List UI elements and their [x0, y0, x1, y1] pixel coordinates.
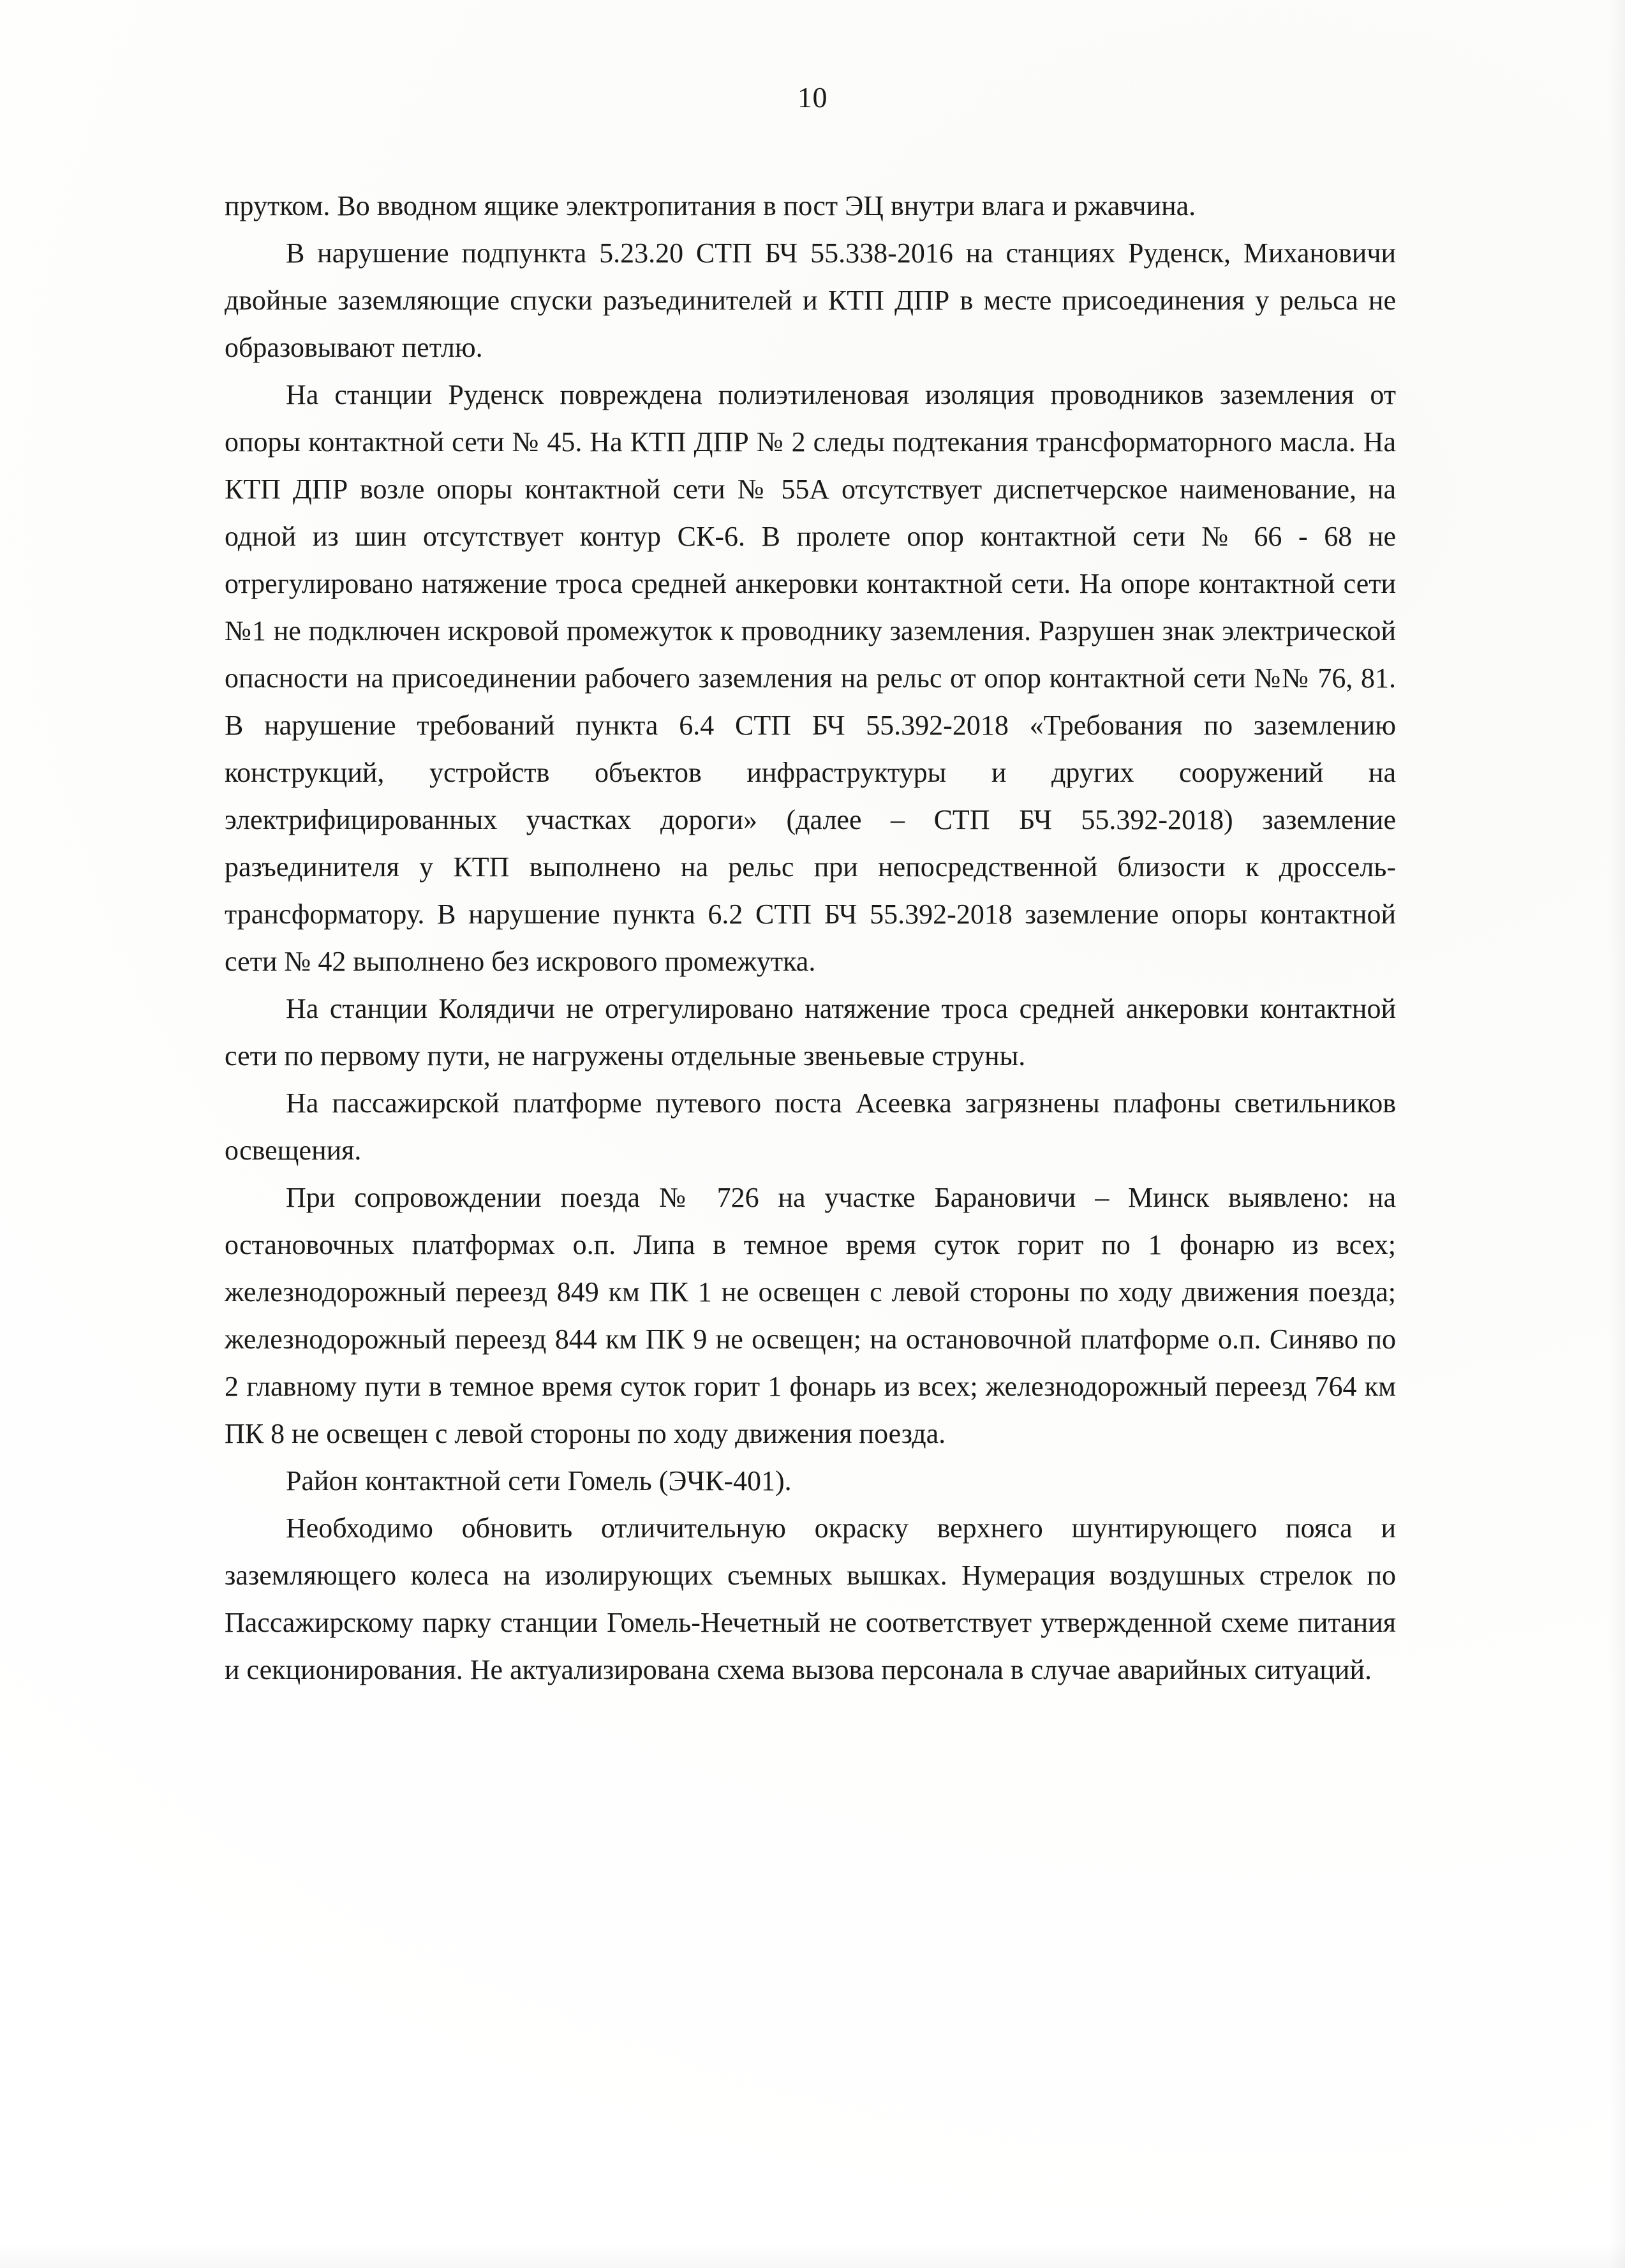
- paragraph-section-gomel-heading: Район контактной сети Гомель (ЭЧК-401).: [286, 1465, 792, 1496]
- paragraph-gomel-required-actions: Необходимо обновить отличительную окраску верхнего шунтирующего пояса и заземляющего колеса на изолирующих съемных вышках. Нумерация воздушных стрелок по Пассажирскому парку станции Гомель-Нечетный не соответствует утвержденной схеме питания и секционирования. Не актуализирована схема вызова персонала в случае аварийных ситуаций.: [225, 1512, 1396, 1685]
- paragraph-platform-aseevka: На пассажирской платформе путевого поста Асеевка загрязнены плафоны светильников освещения.: [225, 1087, 1396, 1166]
- paragraph-station-rudensk: На станции Руденск повреждена полиэтиленовая изоляция проводников заземления от опоры контактной сети № 45. На КТП ДПР № 2 следы подтекания трансформаторного масла. На КТП ДПР возле опоры контактной сети № 55А отсутствует диспетчерское наименование, на одной из шин отсутствует контур СК-6. В пролете опор контактной сети № 66 - 68 не отрегулировано натяжение троса средней анкеровки контактной сети. На опоре контактной сети №1 не подключен искровой промежуток к проводнику заземления. Разрушен знак электрической опасности на присоединении рабочего заземления на рельс от опор контактной сети №№ 76, 81. В нарушение требований пункта 6.4 СТП БЧ 55.392-2018 «Требования по заземлению конструкций, устройств объектов инфраструктуры и других сооружений на электрифицированных участках дороги» (далее – СТП БЧ 55.392-2018) заземление разъединителя у КТП выполнено на рельс при непосредственной близости к дроссель-трансформатору. В нарушение пункта 6.2 СТП БЧ 55.392-2018 заземление опоры контактной сети № 42 выполнено без искрового промежутка.: [225, 379, 1396, 977]
- document-body: [225, 183, 1396, 1694]
- page-number: 10: [798, 81, 827, 114]
- paragraph-continuation: прутком. Во вводном ящике электропитания в пост ЭЦ внутри влага и ржавчина.: [225, 190, 1196, 221]
- scan-shadow-bottom: [0, 2242, 1625, 2268]
- paragraph-station-kolyadichi: На станции Колядичи не отрегулировано натяжение троса средней анкеровки контактной сети по первому пути, не нагружены отдельные звеньевые струны.: [225, 993, 1396, 1071]
- paragraph-violation-5-23-20: В нарушение подпункта 5.23.20 СТП БЧ 55.338-2016 на станциях Руденск, Михановичи двойные заземляющие спуски разъединителей и КТП ДПР в месте присоединения у рельса не образовывают петлю.: [225, 237, 1396, 363]
- scan-shadow-right: [1608, 0, 1625, 2268]
- paragraph-train-escort: При сопровождении поезда № 726 на участке Барановичи – Минск выявлено: на остановочных платформах о.п. Липа в темное время суток горит по 1 фонарю из всех; железнодорожный переезд 849 км ПК 1 не освещен с левой стороны по ходу движения поезда; железнодорожный переезд 844 км ПК 9 не освещен; на остановочной платформе о.п. Синяво по 2 главному пути в темное время суток горит 1 фонарь из всех; железнодорожный переезд 764 км ПК 8 не освещен с левой стороны по ходу движения поезда.: [225, 1182, 1396, 1449]
